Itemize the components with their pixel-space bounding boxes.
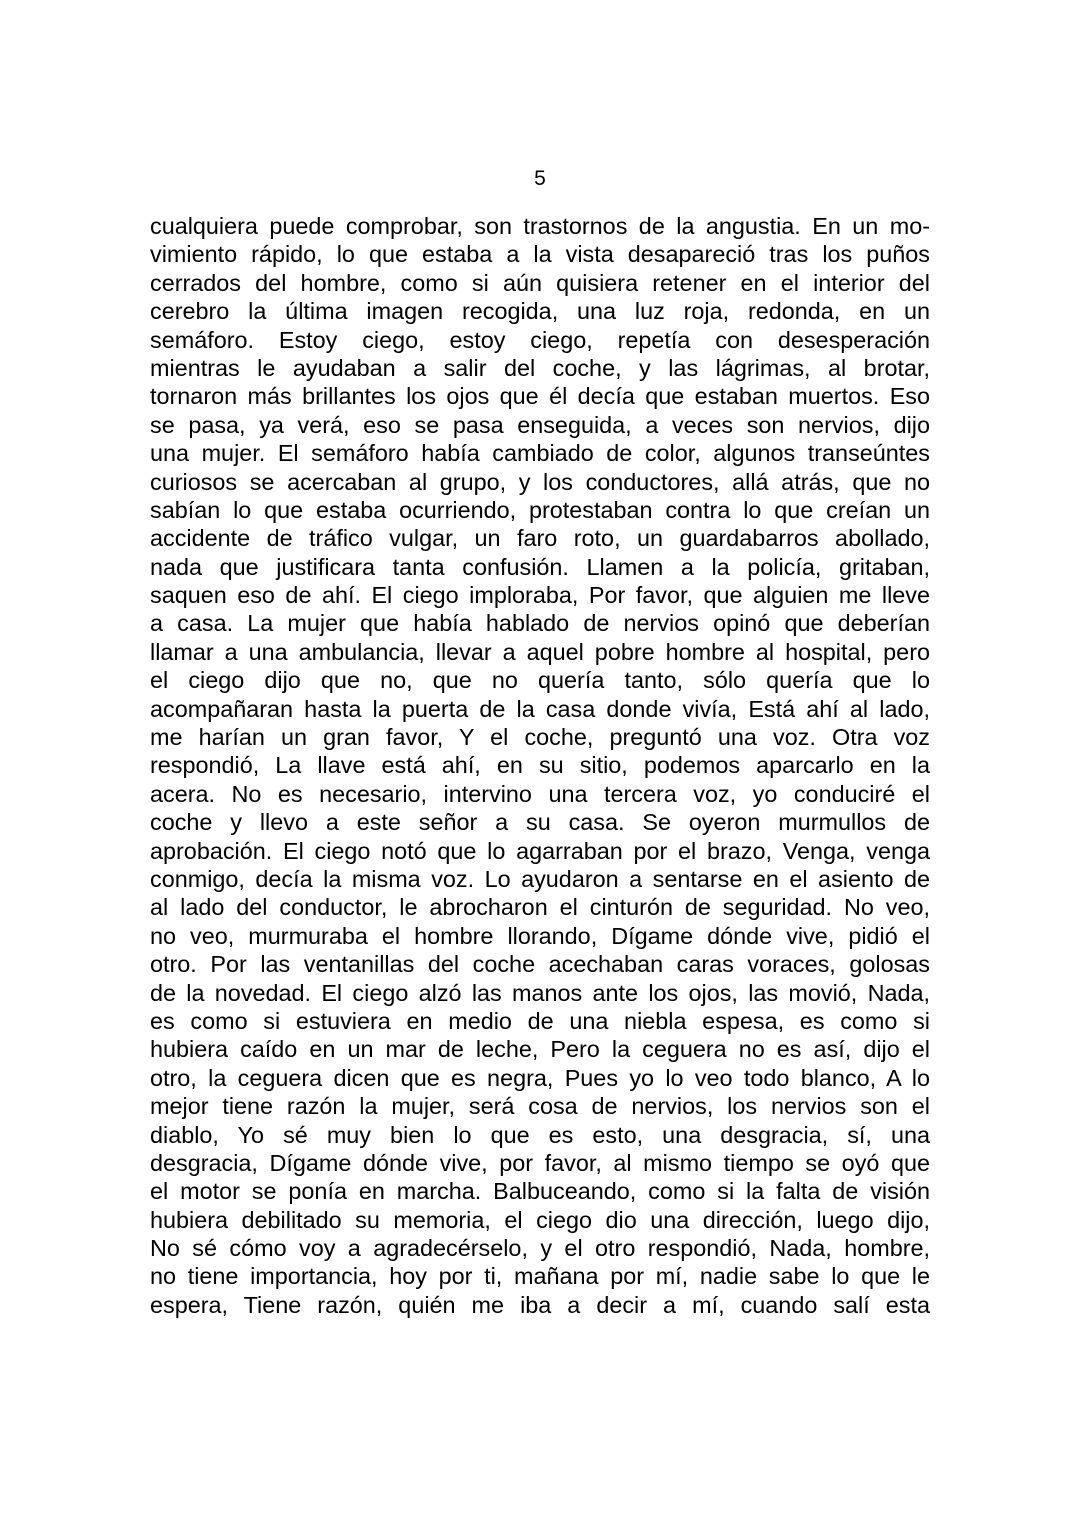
- text-line: coche y llevo a este señor a su casa. Se oyeron murmullos de: [150, 809, 930, 836]
- text-line: cerebro la última imagen recogida, una luz roja, redonda, en un: [150, 298, 930, 325]
- text-line: no tiene importancia, hoy por ti, mañana por mí, nadie sabe lo que le: [150, 1263, 930, 1290]
- text-line: otro. Por las ventanillas del coche acechaban caras voraces, golosas: [150, 951, 930, 978]
- text-line: se pasa, ya verá, eso se pasa enseguida, a veces son nervios, dijo: [150, 411, 930, 438]
- text-line: aprobación. El ciego notó que lo agarraban por el brazo, Venga, venga: [150, 837, 930, 864]
- body-paragraph: [150, 212, 930, 1319]
- text-line: cualquiera puede comprobar, son trastornos de la angustia. En un mo-: [150, 213, 930, 239]
- text-line: de la novedad. El ciego alzó las manos ante los ojos, las movió, Nada,: [150, 979, 930, 1006]
- text-line: hubiera caído en un mar de leche, Pero la ceguera no es así, dijo el: [150, 1036, 930, 1063]
- text-line: mejor tiene razón la mujer, será cosa de nervios, los nervios son el: [150, 1093, 930, 1120]
- text-line: respondió, La llave está ahí, en su sitio, podemos aparcarlo en la: [150, 752, 930, 779]
- text-line: mientras le ayudaban a salir del coche, y las lágrimas, al brotar,: [150, 354, 930, 381]
- text-line: el ciego dijo que no, que no quería tanto, sólo quería que lo: [150, 667, 930, 694]
- text-line: tornaron más brillantes los ojos que él decía que estaban muertos. Eso: [150, 383, 930, 410]
- text-line: hubiera debilitado su memoria, el ciego dio una dirección, luego dijo,: [150, 1206, 930, 1233]
- text-line: al lado del conductor, le abrocharon el cinturón de seguridad. No veo,: [150, 894, 930, 921]
- text-line: semáforo. Estoy ciego, estoy ciego, repetía con desesperación: [150, 326, 930, 353]
- text-line: el motor se ponía en marcha. Balbuceando, como si la falta de visión: [150, 1178, 930, 1205]
- text-line: llamar a una ambulancia, llevar a aquel pobre hombre al hospital, pero: [150, 638, 930, 665]
- text-line: espera, Tiene razón, quién me iba a decir a mí, cuando salí esta: [150, 1291, 930, 1318]
- text-line: acera. No es necesario, intervino una tercera voz, yo conduciré el: [150, 780, 930, 807]
- text-line: sabían lo que estaba ocurriendo, protestaban contra lo que creían un: [150, 496, 930, 523]
- text-line: saquen eso de ahí. El ciego imploraba, Por favor, que alguien me lleve: [150, 582, 930, 609]
- text-line: nada que justificara tanta confusión. Llamen a la policía, gritaban,: [150, 553, 930, 580]
- text-line: me harían un gran favor, Y el coche, preguntó una voz. Otra voz: [150, 724, 930, 751]
- text-line: desgracia, Dígame dónde vive, por favor, al mismo tiempo se oyó que: [150, 1149, 930, 1176]
- text-line: diablo, Yo sé muy bien lo que es esto, una desgracia, sí, una: [150, 1121, 930, 1148]
- text-line: acompañaran hasta la puerta de la casa donde vivía, Está ahí al lado,: [150, 695, 930, 722]
- text-line: curiosos se acercaban al grupo, y los conductores, allá atrás, que no: [150, 468, 930, 495]
- text-line: una mujer. El semáforo había cambiado de color, algunos transeúntes: [150, 440, 930, 467]
- text-line: conmigo, decía la misma voz. Lo ayudaron a sentarse en el asiento de: [150, 865, 930, 892]
- page-number: 5: [534, 167, 546, 190]
- text-line: No sé cómo voy a agradecérselo, y el otro respondió, Nada, hombre,: [150, 1235, 930, 1262]
- text-line: otro, la ceguera dicen que es negra, Pues yo lo veo todo blanco, A lo: [150, 1064, 930, 1091]
- text-line: vimiento rápido, lo que estaba a la vista desapareció tras los puños: [150, 241, 930, 268]
- text-line: accidente de tráfico vulgar, un faro roto, un guardabarros abollado,: [150, 525, 930, 552]
- text-line: a casa. La mujer que había hablado de nervios opinó que deberían: [150, 610, 930, 637]
- text-line: no veo, murmuraba el hombre llorando, Dígame dónde vive, pidió el: [150, 922, 930, 949]
- text-line: cerrados del hombre, como si aún quisiera retener en el interior del: [150, 269, 930, 296]
- text-line: es como si estuviera en medio de una niebla espesa, es como si: [150, 1007, 930, 1034]
